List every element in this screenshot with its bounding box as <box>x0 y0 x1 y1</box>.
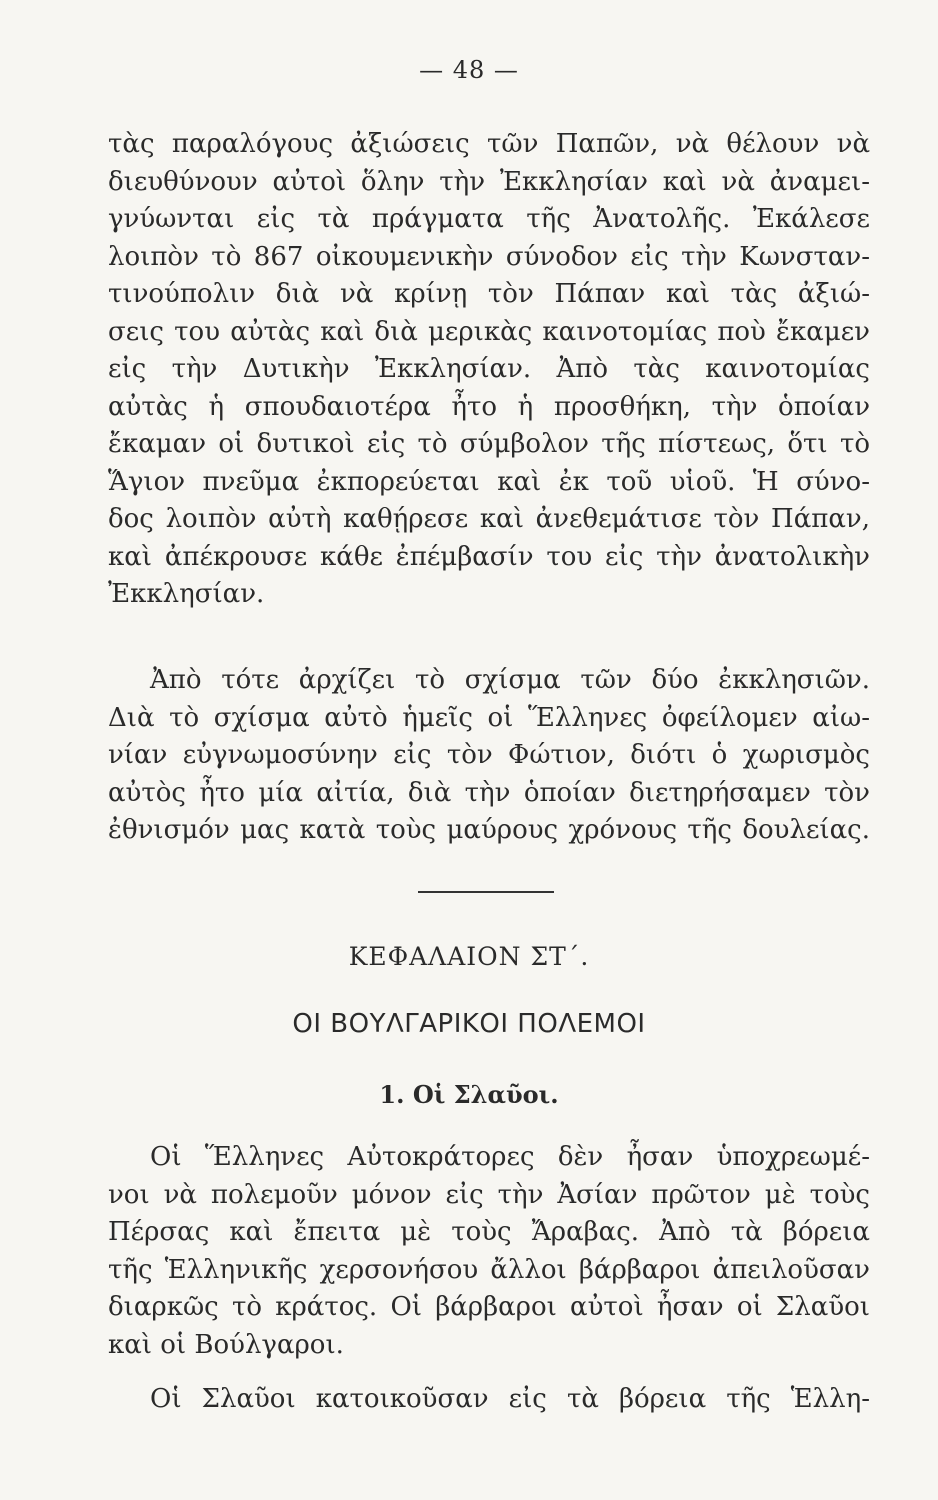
text-line: διαρκῶς τὸ κράτος. Οἱ βάρβαροι αὐτοὶ ἦσαν οἱ Σλαῦοι <box>108 1292 870 1322</box>
paragraph-3 <box>108 1139 870 1364</box>
text-line: τὰς παραλόγους ἀξιώσεις τῶν Παπῶν, νὰ θέλουν νὰ <box>108 129 870 159</box>
text-line: καὶ οἱ Βούλγαροι. <box>108 1329 344 1360</box>
paragraph-2 <box>108 662 870 850</box>
paragraph-4 <box>108 1381 870 1419</box>
text-line: αὐτὸς ἦτο μία αἰτία, διὰ τὴν ὁποίαν διετηρήσαμεν τὸν <box>108 777 870 808</box>
text-line: διευθύνουν αὐτοὶ ὅλην τὴν Ἐκκλησίαν καὶ νὰ ἀναμει- <box>108 166 870 197</box>
text-line: τινούπολιν διὰ νὰ κρίνῃ τὸν Πάπαν καὶ τὰς ἀξιώ- <box>108 279 870 309</box>
text-line: Ἐκκλησίαν. <box>108 579 265 609</box>
text-line: ἔκαμαν οἱ δυτικοὶ εἰς τὸ σύμβολον τῆς πίστεως, ὅτι τὸ <box>108 429 870 459</box>
section-divider <box>418 891 554 893</box>
paragraph-1 <box>108 126 870 614</box>
text-line: Πέρσας καὶ ἔπειτα μὲ τοὺς Ἄραβας. Ἀπὸ τὰ βόρεια <box>108 1217 870 1247</box>
text-line: Οἱ Ἕλληνες Αὐτοκράτορες δὲν ἦσαν ὑποχρεωμέ- <box>150 1142 870 1172</box>
chapter-label: ΚΕΦΑΛΑΙΟΝ ΣΤ΄. <box>348 942 590 971</box>
text-line: καὶ ἀπέκρουσε κάθε ἐπέμβασίν του εἰς τὴν ἀνατολικὴν <box>108 541 870 572</box>
text-line: Ἅγιον πνεῦμα ἐκπορεύεται καὶ ἐκ τοῦ υἱοῦ. Ἡ σύνο- <box>108 466 870 497</box>
text-line: ἐθνισμόν μας κατὰ τοὺς μαύρους χρόνους τῆς δουλείας. <box>108 815 870 845</box>
text-line: γνύωνται εἰς τὰ πράγματα τῆς Ἀνατολῆς. Ἐκάλεσε <box>108 204 870 234</box>
section-heading: 1. Οἱ Σλαῦοι. <box>379 1080 559 1109</box>
text-line: τῆς Ἑλληνικῆς χερσονήσου ἄλλοι βάρβαροι ἀπειλοῦσαν <box>108 1254 870 1285</box>
text-line: νίαν εὐγνωμοσύνην εἰς τὸν Φώτιον, διότι ὁ χωρισμὸς <box>108 740 870 770</box>
text-line: Διὰ τὸ σχίσμα αὐτὸ ἡμεῖς οἱ Ἕλληνες ὀφείλομεν αἰω- <box>108 702 870 733</box>
text-line: Ἀπὸ τότε ἀρχίζει τὸ σχίσμα τῶν δύο ἐκκλησιῶν. <box>150 665 870 695</box>
text-line: αὐτὰς ἡ σπουδαιοτέρα ἦτο ἡ προσθήκη, τὴν ὁποίαν <box>108 391 870 422</box>
text-line: λοιπὸν τὸ 867 οἰκουμενικὴν σύνοδον εἰς τὴν Κωνσταν- <box>108 241 870 272</box>
text-line: δος λοιπὸν αὐτὴ καθῄρεσε καὶ ἀνεθεμάτισε τὸν Πάπαν, <box>108 504 870 534</box>
text-line: σεις του αὐτὰς καὶ διὰ μερικὰς καινοτομίας ποὺ ἔκαμεν <box>108 316 870 347</box>
text-line: νοι νὰ πολεμοῦν μόνον εἰς τὴν Ἀσίαν πρῶτον μὲ τοὺς <box>108 1179 870 1210</box>
page-number: — 48 — <box>419 56 519 84</box>
chapter-title: ΟΙ ΒΟΥΛΓΑΡΙΚΟΙ ΠΟΛΕΜΟΙ <box>292 1009 646 1039</box>
text-line: Οἱ Σλαῦοι κατοικοῦσαν εἰς τὰ βόρεια τῆς Ἑλλη- <box>150 1384 870 1414</box>
text-line: εἰς τὴν Δυτικὴν Ἐκκλησίαν. Ἀπὸ τὰς καινοτομίας <box>108 354 870 384</box>
